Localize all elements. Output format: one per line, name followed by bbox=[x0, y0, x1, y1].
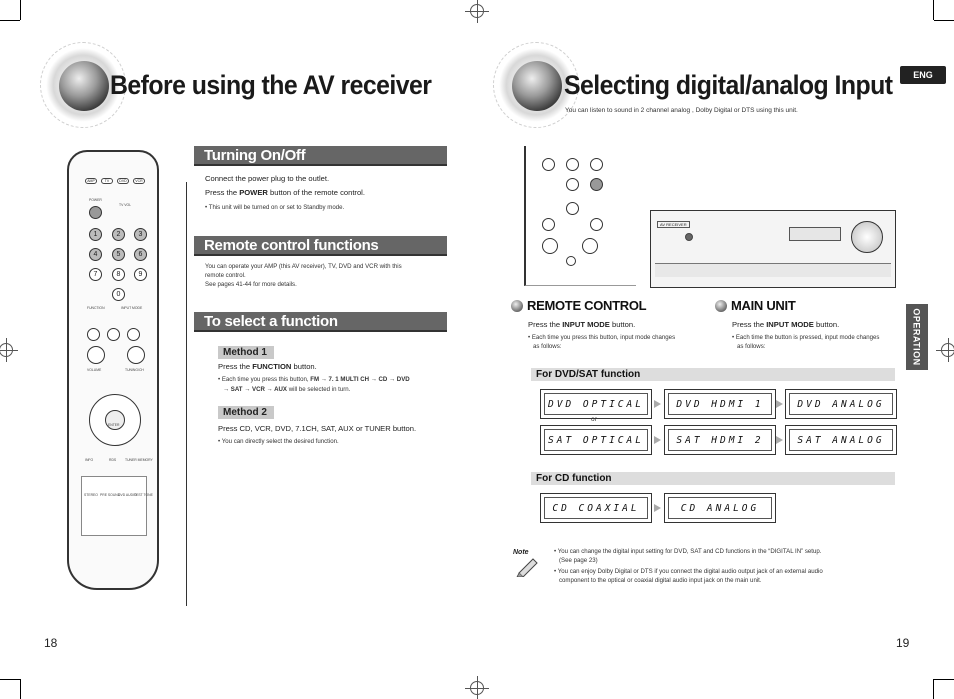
power-button bbox=[89, 206, 102, 219]
remote-partial-illustration bbox=[524, 146, 636, 286]
lcd-dvd-analog bbox=[785, 389, 897, 419]
enter-label: ENTER bbox=[108, 423, 120, 427]
method-2-label: Method 2 bbox=[218, 406, 274, 419]
method-1-note2-bold: → SAT → VCR → AUX bbox=[223, 386, 287, 393]
function-bold: FUNCTION bbox=[252, 362, 292, 371]
mu-bold: INPUT MODE bbox=[766, 320, 814, 329]
remote-control-illustration bbox=[67, 150, 159, 590]
arrow-right-icon bbox=[776, 436, 783, 444]
turning-on-line2-pre: Press the bbox=[205, 188, 240, 197]
remote-functions-line1: You can operate your AMP (this AV receiver), TV, DVD and VCR with this bbox=[205, 263, 402, 270]
page-number-right: 19 bbox=[896, 636, 910, 650]
number-9-button bbox=[590, 158, 603, 171]
main-unit-bullet-icon bbox=[715, 300, 727, 312]
tv-button: TV bbox=[101, 178, 113, 184]
crop-mark bbox=[934, 20, 954, 21]
receiver-brand-label: AV RECEIVER bbox=[657, 221, 690, 228]
number-7-button bbox=[542, 158, 555, 171]
test-tone-label: TEST TONE bbox=[134, 493, 153, 497]
section-heading-turning-on: Turning On/Off bbox=[194, 146, 447, 166]
method-1-note-line1 bbox=[218, 376, 410, 385]
main-unit-note2: as follows: bbox=[737, 343, 766, 350]
lcd-text: CD COAXIAL bbox=[544, 497, 648, 519]
method-1-label: Method 1 bbox=[218, 346, 274, 359]
remote-control-heading: REMOTE CONTROL bbox=[527, 298, 647, 313]
lcd-cd-analog bbox=[664, 493, 776, 523]
lcd-sat-optical bbox=[540, 425, 652, 455]
amp-button: AMP bbox=[85, 178, 97, 184]
input-mode-button bbox=[590, 178, 603, 191]
pause-button bbox=[127, 328, 140, 341]
arrow-right-icon bbox=[654, 504, 661, 512]
lcd-text: SAT ANALOG bbox=[789, 429, 893, 451]
number-6-button: 6 bbox=[134, 248, 147, 261]
divider-line bbox=[186, 182, 187, 606]
registration-mark bbox=[941, 343, 954, 357]
enter-dpad bbox=[89, 394, 141, 446]
turning-on-note: • This unit will be turned on or set to Standby mode. bbox=[205, 204, 345, 211]
bottom-button-grid bbox=[81, 476, 153, 536]
receiver-power-button bbox=[685, 233, 693, 241]
power-bold: POWER bbox=[239, 188, 268, 197]
crop-mark bbox=[933, 0, 934, 20]
mu-post: button. bbox=[813, 320, 840, 329]
note-line2: (See page 23) bbox=[559, 557, 598, 564]
section-heading-select-function: To select a function bbox=[194, 312, 447, 332]
crop-mark bbox=[933, 679, 934, 699]
crop-mark bbox=[934, 679, 954, 680]
note-line3: • You can enjoy Dolby Digital or DTS if you connect the digital audio output jack of an external audio bbox=[554, 568, 823, 575]
method-2-text: Press CD, VCR, DVD, 7.1CH, SAT, AUX or TUNER button. bbox=[218, 424, 417, 433]
pre-sound-label: PRE SOUND bbox=[100, 493, 121, 497]
number-5-button: 5 bbox=[112, 248, 125, 261]
volume-label: VOLUME bbox=[87, 368, 102, 372]
remote-control-note2: as follows: bbox=[533, 343, 562, 350]
remote-control-bullet-icon bbox=[511, 300, 523, 312]
arrow-right-icon bbox=[654, 400, 661, 408]
section-heading-remote-functions: Remote control functions bbox=[194, 236, 447, 256]
lcd-sat-hdmi2 bbox=[664, 425, 776, 455]
remote-control-text bbox=[528, 319, 635, 330]
info-label: INFO bbox=[85, 458, 94, 462]
crop-mark bbox=[20, 679, 21, 699]
receiver-main-unit-illustration bbox=[650, 210, 896, 288]
receiver-front-panel bbox=[655, 263, 891, 277]
operation-side-tab bbox=[906, 304, 928, 370]
volume-knob bbox=[851, 221, 883, 253]
lcd-text: SAT HDMI 2 bbox=[668, 429, 772, 451]
page-subtitle: You can listen to sound in 2 channel analog , Dolby Digital or DTS using this unit. bbox=[565, 107, 798, 114]
lcd-text: DVD ANALOG bbox=[789, 393, 893, 415]
method-1-text bbox=[218, 361, 317, 372]
number-2-button: 2 bbox=[112, 228, 125, 241]
turning-on-line2-post: button of the remote control. bbox=[267, 188, 365, 197]
crop-mark bbox=[20, 0, 21, 20]
lcd-dvd-hdmi1 bbox=[664, 389, 776, 419]
page-title-left: Before using the AV receiver bbox=[110, 70, 432, 100]
number-9-button: 9 bbox=[134, 268, 147, 281]
lcd-text: CD ANALOG bbox=[668, 497, 772, 519]
lcd-text: DVD OPTICAL bbox=[544, 393, 648, 415]
volume-up-button bbox=[542, 238, 558, 254]
main-unit-text bbox=[732, 319, 839, 330]
tuning-label: TUNING/CH bbox=[125, 368, 144, 372]
receiver-display bbox=[789, 227, 841, 241]
turning-on-line1: Connect the power plug to the outlet. bbox=[205, 174, 330, 183]
turning-on-line2 bbox=[205, 187, 365, 198]
pencil-icon bbox=[515, 555, 543, 577]
remote-control-note1: • Each time you press this button, input mode changes bbox=[528, 334, 676, 341]
method-1-note1-bold: FM → 7. 1 MULTI CH → CD → DVD bbox=[310, 376, 410, 383]
number-8-button bbox=[566, 158, 579, 171]
lcd-sat-analog bbox=[785, 425, 897, 455]
rc-post: button. bbox=[609, 320, 636, 329]
channel-up-button bbox=[127, 346, 145, 364]
crop-mark bbox=[0, 679, 20, 680]
or-label: or bbox=[591, 416, 597, 423]
number-7-button: 7 bbox=[89, 268, 102, 281]
method-1-pre: Press the bbox=[218, 362, 253, 371]
play-button bbox=[566, 202, 579, 215]
method-1-note-line2 bbox=[223, 386, 350, 395]
channel-up-button bbox=[582, 238, 598, 254]
rc-pre: Press the bbox=[528, 320, 563, 329]
volume-up-button bbox=[87, 346, 105, 364]
rds-label: RDS bbox=[109, 458, 117, 462]
method-1-note1-pre: • Each time you press this button, bbox=[218, 376, 311, 383]
remote-functions-line3: See pages 41-44 for more details. bbox=[205, 281, 297, 288]
cd-function-heading: For CD function bbox=[531, 472, 895, 485]
tuner-memory-label: TUNER MEMORY bbox=[125, 458, 153, 462]
method-1-post: button. bbox=[291, 362, 317, 371]
dvd-audio-label: DVD AUDIO bbox=[118, 493, 137, 497]
note-line4: component to the optical or coaxial digital audio input jack on the main unit. bbox=[559, 577, 762, 584]
function-label: FUNCTION bbox=[87, 306, 105, 310]
main-unit-note1: • Each time the button is pressed, input mode changes bbox=[732, 334, 880, 341]
stop-button bbox=[542, 218, 555, 231]
page-number-left: 18 bbox=[44, 636, 58, 650]
method-1-note2-post: will be selected in turn. bbox=[287, 386, 351, 393]
main-unit-heading: MAIN UNIT bbox=[731, 298, 796, 313]
dvd-button: DVD bbox=[117, 178, 129, 184]
registration-mark bbox=[470, 4, 484, 18]
remote-functions-line2: remote control. bbox=[205, 272, 246, 279]
note-line1: • You can change the digital input setting for DVD, SAT and CD functions in the “DIGITAL IN” setup. bbox=[554, 548, 822, 555]
arrow-right-icon bbox=[654, 436, 661, 444]
tv-vol-label: TV VOL bbox=[119, 203, 132, 207]
method-2-note: • You can directly select the desired function. bbox=[218, 438, 339, 445]
number-8-button: 8 bbox=[112, 268, 125, 281]
lcd-dvd-optical bbox=[540, 389, 652, 419]
arrow-right-icon bbox=[776, 400, 783, 408]
number-0-button bbox=[566, 178, 579, 191]
stereo-label: STEREO bbox=[84, 493, 98, 497]
crop-mark bbox=[0, 20, 20, 21]
language-badge: ENG bbox=[900, 66, 946, 84]
lcd-text: DVD HDMI 1 bbox=[668, 393, 772, 415]
note-label: Note bbox=[513, 549, 529, 556]
power-label: POWER bbox=[89, 198, 102, 202]
lcd-text: SAT OPTICAL bbox=[544, 429, 648, 451]
mute-button bbox=[566, 256, 576, 266]
registration-mark bbox=[470, 681, 484, 695]
number-4-button: 4 bbox=[89, 248, 102, 261]
registration-mark bbox=[0, 343, 13, 357]
number-3-button: 3 bbox=[134, 228, 147, 241]
vcr-button: VCR bbox=[133, 178, 145, 184]
number-1-button: 1 bbox=[89, 228, 102, 241]
operation-label: OPERATION bbox=[912, 308, 922, 366]
input-mode-label: INPUT MODE bbox=[121, 306, 143, 310]
number-0-button: 0 bbox=[112, 288, 125, 301]
play-button bbox=[107, 328, 120, 341]
rc-bold: INPUT MODE bbox=[562, 320, 610, 329]
dvd-sat-function-heading: For DVD/SAT function bbox=[531, 368, 895, 381]
mu-pre: Press the bbox=[732, 320, 767, 329]
pause-button bbox=[590, 218, 603, 231]
lcd-cd-coaxial bbox=[540, 493, 652, 523]
stop-button bbox=[87, 328, 100, 341]
page-title-right: Selecting digital/analog Input bbox=[564, 70, 893, 100]
